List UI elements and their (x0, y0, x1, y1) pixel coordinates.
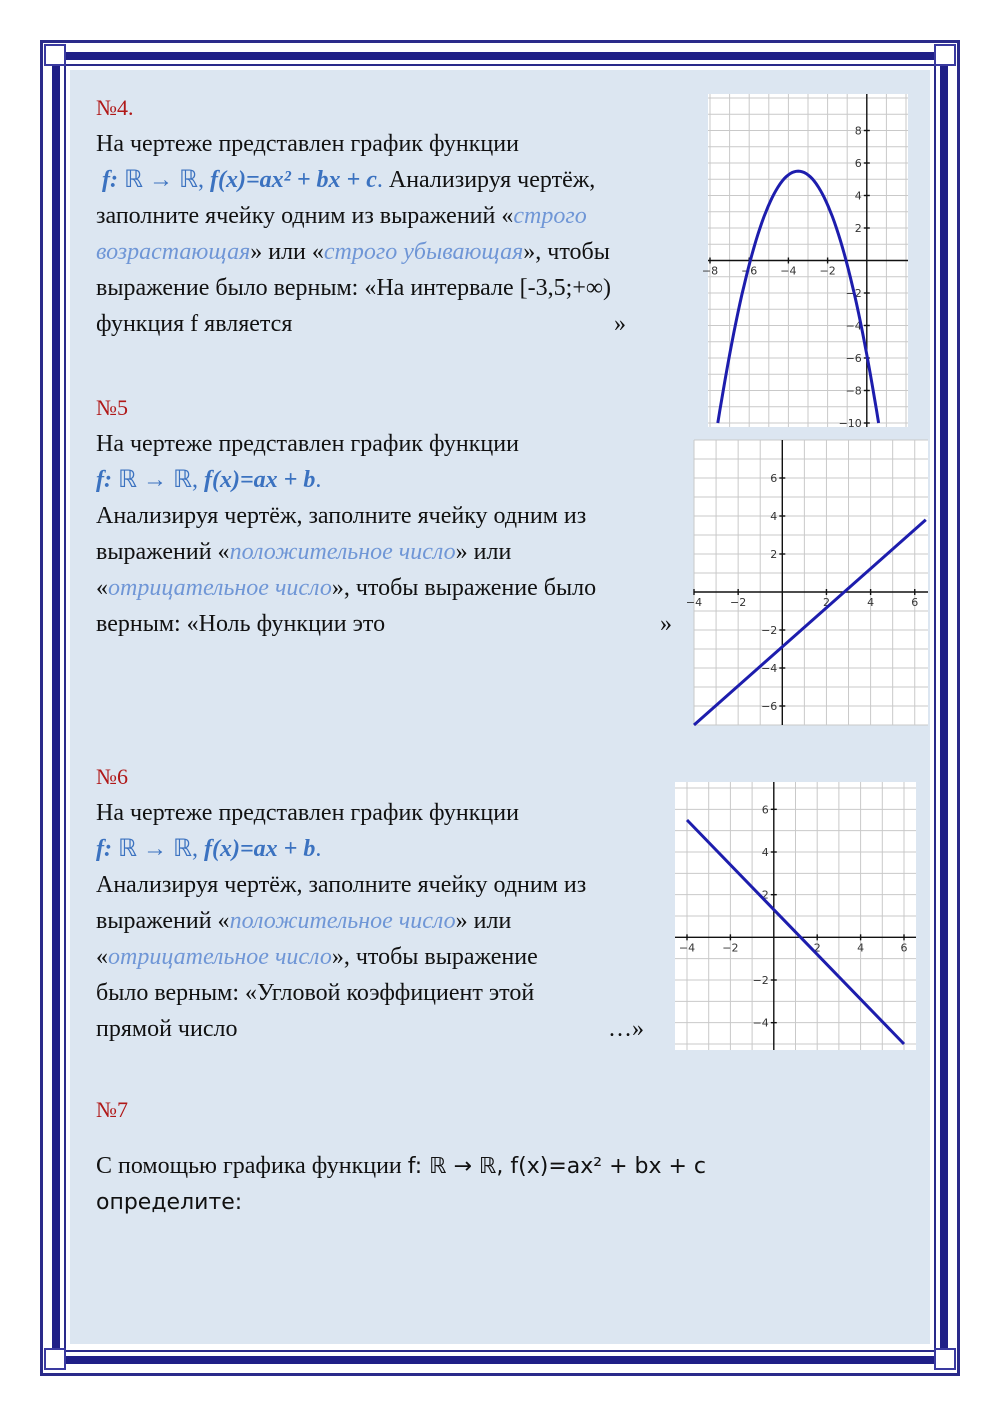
x-tick-label: −2 (722, 941, 739, 955)
task5-number: №5 (96, 395, 128, 420)
y-tick-label: 2 (770, 548, 778, 561)
y-tick-label: −2 (845, 287, 862, 300)
parabola-chart (701, 94, 908, 430)
task4-line6: функция f является » (96, 306, 636, 342)
task6-line4: выражений «положительное число» или (96, 908, 512, 934)
y-tick-label: −10 (838, 417, 862, 430)
option-negative-number: отрицательное число (108, 944, 332, 970)
x-tick-label: 6 (911, 596, 919, 609)
task6-line6: было верным: «Угловой коэффициент этой (96, 980, 535, 1006)
x-tick-label: −2 (730, 596, 747, 609)
task6 (96, 759, 656, 1047)
y-tick-label: −2 (761, 624, 778, 637)
x-tick-label: −4 (685, 596, 703, 609)
task7-line1: С помощью графика функции f: ℝ → ℝ, f(x)=ax² + bx + c (96, 1153, 706, 1179)
task4-formula-line: f: ℝ → ℝ, f(x)=ax² + bx + c. Анализируя чертёж, (102, 167, 596, 193)
task5 (96, 390, 676, 642)
task4-line5: выражение было верным: «На интервале [-3,5;+∞) (96, 275, 611, 301)
task7-number: №7 (96, 1097, 128, 1122)
graph-line-decreasing (675, 782, 916, 1050)
y-tick-label: 8 (854, 124, 862, 138)
x-tick-label: −2 (819, 264, 836, 278)
task5-line5: «отрицательное число», чтобы выражение было (96, 575, 597, 601)
x-tick-label: −4 (678, 941, 696, 955)
x-tick-label: 4 (867, 596, 875, 609)
task4-number: №4. (96, 95, 134, 120)
x-tick-label: 6 (900, 941, 908, 955)
task6-line5: «отрицательное число», чтобы выражение (96, 944, 538, 970)
answer-blank[interactable]: » (660, 611, 672, 637)
option-positive-number: положительное число (229, 539, 456, 565)
option-positive-number: положительное число (229, 908, 456, 934)
y-tick-label: −4 (761, 662, 778, 675)
answer-blank[interactable]: …» (608, 1016, 644, 1042)
task4-line1: На чертеже представлен график функции (96, 131, 519, 157)
task5-line3: Анализируя чертёж, заполните ячейку одним из (96, 503, 587, 529)
y-tick-label: 2 (854, 222, 862, 235)
x-tick-label: 2 (822, 596, 830, 609)
y-tick-label: 4 (761, 846, 769, 859)
task6-number: №6 (96, 764, 128, 789)
y-tick-label: 2 (761, 888, 769, 902)
task5-formula-line: f: ℝ → ℝ, f(x)=ax + b. (96, 467, 322, 493)
task6-line3: Анализируя чертёж, заполните ячейку одним из (96, 872, 587, 898)
x-tick-label: 4 (857, 941, 865, 955)
task4-line4: возрастающая» или «строго убывающая», чтобы (96, 239, 610, 265)
y-tick-label: 6 (770, 472, 778, 485)
y-tick-label: −8 (845, 384, 862, 398)
y-tick-label: −4 (752, 1016, 769, 1030)
option-strictly-increasing: строго (513, 203, 587, 229)
x-tick-label: 2 (813, 941, 821, 955)
task7-line2: определите: (96, 1190, 243, 1215)
y-tick-label: −6 (761, 700, 778, 713)
line-chart-decreasing (675, 782, 916, 1050)
y-tick-label: −6 (845, 352, 862, 365)
task6-line7: прямой число …» (96, 1011, 656, 1047)
function-graph-curve (694, 520, 926, 725)
graph-parabola (701, 94, 908, 430)
x-tick-label: −8 (701, 264, 719, 278)
task4 (96, 90, 636, 342)
y-tick-label: −4 (845, 319, 862, 333)
task6-line1: На чертеже представлен график функции (96, 800, 519, 826)
line-chart-increasing (685, 440, 928, 725)
task5-line4: выражений «положительное число» или (96, 539, 512, 565)
task4-line3: заполните ячейку одним из выражений «строго (96, 203, 587, 229)
y-tick-label: 6 (854, 157, 862, 170)
task5-line1: На чертеже представлен график функции (96, 431, 519, 457)
corner-ornament (44, 1348, 66, 1370)
option-negative-number: отрицательное число (108, 575, 332, 601)
y-tick-label: 4 (770, 510, 778, 523)
corner-ornament (934, 44, 956, 66)
y-tick-label: 6 (761, 803, 769, 817)
task6-formula-line: f: ℝ → ℝ, f(x)=ax + b. (96, 836, 322, 862)
graph-line-increasing (685, 440, 928, 725)
y-tick-label: 4 (854, 189, 862, 203)
y-tick-label: −2 (752, 974, 769, 987)
option-strictly-decreasing: строго убывающая (323, 239, 524, 265)
corner-ornament (934, 1348, 956, 1370)
task7 (96, 1092, 706, 1221)
task5-line6: верным: «Ноль функции это » (96, 606, 676, 642)
corner-ornament (44, 44, 66, 66)
answer-blank[interactable]: » (614, 311, 626, 337)
x-tick-label: −4 (780, 264, 797, 278)
x-tick-label: −6 (741, 264, 758, 278)
